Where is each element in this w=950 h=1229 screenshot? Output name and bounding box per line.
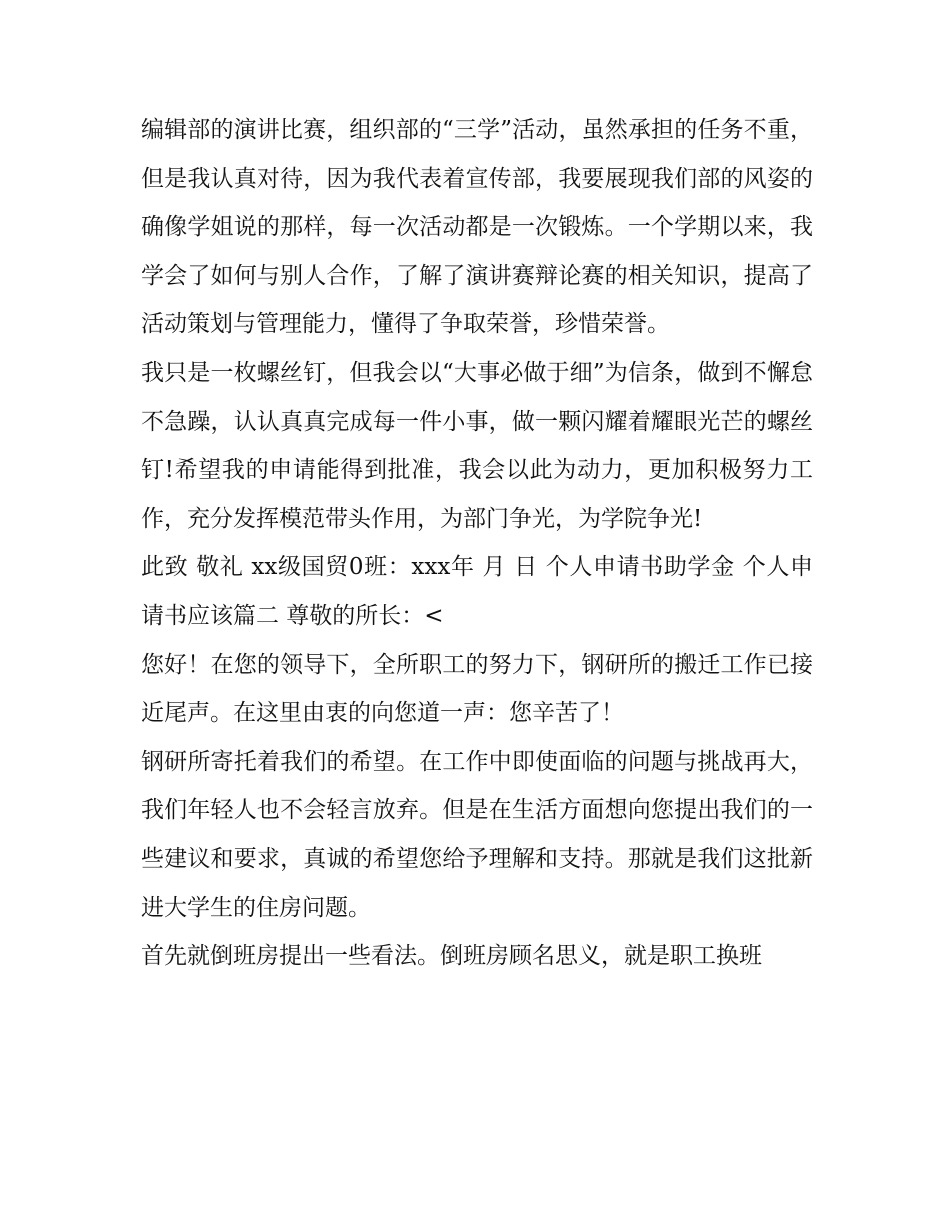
document-body <box>141 106 813 981</box>
paragraph-4: 您好！在您的领导下，全所职工的努力下，钢研所的搬迁工作已接近尾声。在这里由衷的向您道一声：您辛苦了！ <box>141 651 813 727</box>
paragraph-3: 此致 敬礼 xx级国贸0班：xxx年 月 日 个人申请书助学金 个人申请书应该篇二 尊敬的所长：< <box>141 554 813 629</box>
paragraph-6: 首先就倒班房提出一些看法。倒班房顾名思义，就是职工换班 <box>141 943 762 970</box>
paragraph-5: 钢研所寄托着我们的希望。在工作中即使面临的问题与挑战再大，我们年轻人也不会轻言放弃。但是在生活方面想向您提出我们的一些建议和要求，真诚的希望您给予理解和支持。那就是我们这批新进大学生的住房问题。 <box>141 748 813 921</box>
paragraph-2: 我只是一枚螺丝钉，但我会以“大事必做于细”为信条，做到不懈怠不急躁，认认真真完成每一件小事，做一颗闪耀着耀眼光芒的螺丝钉!希望我的申请能得到批准，我会以此为动力，更加积极努力工作，充分发挥模范带头作用，为部门争光，为学院争光! <box>141 359 813 532</box>
paragraph-1: 编辑部的演讲比赛，组织部的“三学”活动，虽然承担的任务不重，但是我认真对待，因为我代表着宣传部，我要展现我们部的风姿的确像学姐说的那样，每一次活动都是一次锻炼。一个学期以来，我学会了如何与别人合作，了解了演讲赛辩论赛的相关知识，提高了活动策划与管理能力，懂得了争取荣誉，珍惜荣誉。 <box>141 117 813 338</box>
